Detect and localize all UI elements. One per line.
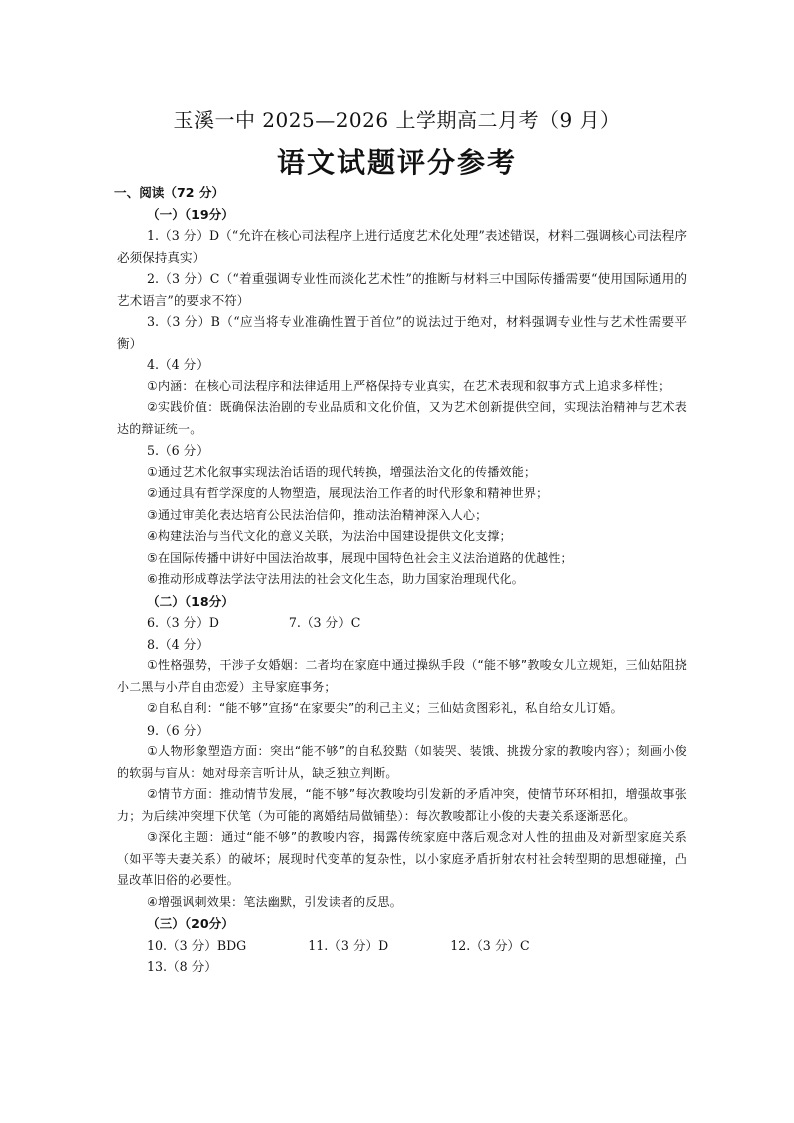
answer-q5-point: ⑤在国际传播中讲好中国法治故事，展现中国特色社会主义法治道路的优越性； xyxy=(147,550,573,565)
answer-q6-q7-row xyxy=(117,612,687,634)
answer-q8-label: 8.（4 分） xyxy=(147,636,209,652)
page-title: 语文试题评分参考 xyxy=(276,146,517,179)
part2-heading: （二）（18分） xyxy=(147,593,234,609)
answer-content xyxy=(114,182,687,978)
part3-heading: （三）（20分） xyxy=(147,916,234,931)
answer-q5-point: ①通过艺术化叙事实现法治话语的现代转换，增强法治文化的传播效能； xyxy=(147,464,537,479)
answer-q1: 1.（3 分）D（“允许在核心司法程序上进行适度艺术化处理”表述错误，材料二强调核心司法程序必须保持真实） xyxy=(117,228,687,265)
answer-q9-point: ④增强讽刺效果：笔法幽默，引发读者的反思。 xyxy=(147,894,402,909)
answer-q4-point: ①内涵：在核心司法程序和法律适用上严格保持专业真实，在艺术表现和叙事方式上追求多样性； xyxy=(147,378,671,393)
answer-q8-point: ①性格强势，干涉子女婚姻：二者均在家庭中通过操纵手段（“能不够”教唆女儿立规矩，三仙姑阻挠小二黑与小芹自由恋爱）主导家庭事务； xyxy=(117,658,687,694)
answer-q11: 11.（3 分）D xyxy=(308,937,389,953)
answer-q5-point: ④构建法治与当代文化的意义关联，为法治中国建设提供文化支撑； xyxy=(147,529,512,543)
answer-q9-point: ①人物形象塑造方面：突出“能不够”的自私狡黠（如装哭、装饿、挑拨分家的教唆内容）；刻画小俊的软弱与盲从：她对母亲言听计从，缺乏独立判断。 xyxy=(117,744,687,780)
answer-q12: 12.（3 分）C xyxy=(450,937,530,953)
part1-heading: （一）（19分） xyxy=(147,206,234,222)
answer-q13-label: 13.（8 分） xyxy=(147,959,217,974)
answer-q4-label: 4.（4 分） xyxy=(147,357,209,372)
answer-q10: 10.（3 分）BDG xyxy=(147,937,247,953)
answer-q3: 3.（3 分）B（“应当将专业准确性置于首位”的说法过于绝对，材料强调专业性与艺术性需要平衡） xyxy=(117,314,687,351)
answer-q2: 2.（3 分）C（“着重强调专业性而淡化艺术性”的推断与材料三中国际传播需要“使用国际通用的艺术语言”的要求不符） xyxy=(117,271,687,308)
answer-q6: 6.（3 分）D xyxy=(147,615,219,630)
answer-q5-point: ③通过审美化表达培育公民法治信仰，推动法治精神深入人心； xyxy=(147,507,488,522)
answer-q5-label: 5.（6 分） xyxy=(147,443,209,458)
answer-q4-point: ②实践价值：既确保法治剧的专业品质和文化价值，又为艺术创新提供空间，实现法治精神与艺术表达的辩证统一。 xyxy=(117,400,687,436)
section-heading-reading: 一、阅读（72 分） xyxy=(114,185,225,200)
answer-q7: 7.（3 分）C xyxy=(288,615,361,630)
answer-q8-point: ②自私自利：“能不够”宣扬“在家要尖”的利己主义；三仙姑贪图彩礼，私自给女儿订婚。 xyxy=(147,701,623,715)
exam-title: 玉溪一中 2025—2026 上学期高二月考（9 月） xyxy=(173,108,621,132)
answer-q5-point: ②通过具有哲学深度的人物塑造，展现法治工作者的时代形象和精神世界； xyxy=(147,486,549,500)
answer-q9-label: 9.（6 分） xyxy=(147,722,209,738)
answer-q5-point: ⑥推动形成尊法学法守法用法的社会文化生态，助力国家治理现代化。 xyxy=(147,572,524,586)
answer-q10-q12-row xyxy=(117,935,687,957)
answer-q9-point: ②情节方面：推动情节发展，“能不够”每次教唆均引发新的矛盾冲突，使情节环环相扣，增强故事张力；为后续冲突埋下伏笔（为可能的离婚结局做铺垫）：每次教唆都让小俊的夫妻关系逐渐恶化。 xyxy=(117,787,687,823)
answer-q9-point: ③深化主题：通过“能不够”的教唆内容，揭露传统家庭中落后观念对人性的扭曲及对新型家庭关系（如平等夫妻关系）的破坏；展现时代变革的复杂性，以小家庭矛盾折射农村社会转型期的思想碰撞，凸显改革旧俗的必要性。 xyxy=(117,830,687,887)
